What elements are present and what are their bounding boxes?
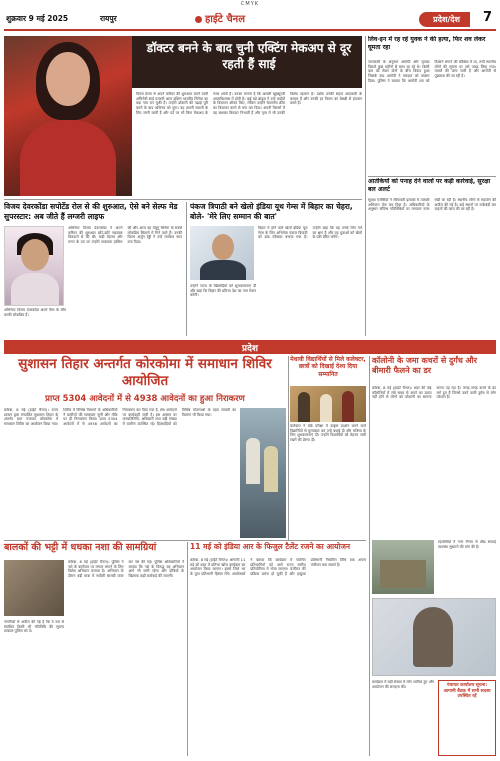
- photo-garbage: [380, 560, 426, 588]
- edition-city: रायपुर: [100, 14, 117, 23]
- vijay-caption: अभिनेता विजय देवरकोंडा अपने फैंस के बीच काफी लोकप्रिय हैं।: [4, 308, 66, 317]
- children-body: कोरबा, 8 मई (हाईटे चैनल)। पुलिस ने नशे के कारोबार पर लगाम लगाने के लिए विशेष अभियान चलाया है। अभियान के दौरान बड़ी मात्रा में नशीली सामग्री जब्त कर नष्ट की गई। पुलिस अधिकारियों ने बताया कि नशे के विरुद्ध यह अभियान आगे भी जारी रहेगा और दोषियों के खिलाफ कड़ी कार्रवाई की जाएगी।: [68, 560, 184, 579]
- photo-box: [372, 598, 496, 676]
- cmyk-mark: CMYK: [240, 1, 260, 7]
- logo-dot-icon: [195, 16, 202, 23]
- issue-date: शुक्रवार 9 मई 2025: [6, 14, 69, 23]
- photo-person: [413, 607, 453, 667]
- column-divider: [369, 356, 370, 756]
- right-top-2-body: सुरक्षा एजेंसियों ने सीमावर्ती इलाकों में तलाशी अभियान तेज कर दिया है। अधिकारियों के अनुसार संदिग्ध गतिविधियों पर लगातार नजर रखी जा रही है। स्थानीय लोगों से सहयोग की अपील की गई है। कई स्थानों पर नाकेबंदी कर वाहनों की जांच की जा रही है।: [368, 198, 496, 212]
- photo-person: [342, 391, 354, 422]
- photo-body: [11, 273, 59, 306]
- vijay-headline: विजय देवरकोंडा सपोर्टेड रोल से की शुरुआत, ऐसे बने सेल्फ मेड सुपरस्टार: अब जीते हैं लग्जरी लाइफ: [4, 202, 178, 221]
- story-divider: [368, 176, 496, 177]
- photo-body: [20, 120, 116, 196]
- section-label: प्रदेश/देश: [419, 12, 470, 27]
- vijay-photo: [4, 226, 64, 306]
- section-bar: [4, 340, 496, 354]
- column-divider: [187, 542, 188, 756]
- bottom-main-subheadline: प्राप्त 5304 आवेदनों में से 4938 आवेदनों का हुआ निराकरण: [45, 394, 245, 404]
- photo-person: [246, 438, 260, 484]
- notice-box: [438, 680, 496, 756]
- right-top-2-headline: आतंकियों को पनाह देने वालों पर कड़ी कार्रवाई, सुरक्षा बल अलर्ट: [368, 178, 491, 193]
- column-divider: [288, 356, 289, 540]
- notice-text: पंचायत कार्यालय सूचना: आगामी बैठक में सभी सदस्य उपस्थित रहें: [443, 683, 491, 700]
- lead-photo: [4, 36, 132, 196]
- bottom-main-headline: सुशासन तिहार अन्तर्गत कोरकोमा में समाधान शिविर आयोजित: [18, 356, 272, 389]
- middle-photo: [290, 386, 366, 422]
- story-divider: [4, 199, 362, 200]
- photo-body: [200, 260, 246, 280]
- logo-text: हाईटे चैनल: [205, 14, 246, 25]
- pankaj-body-continued: उन्होंने राज्य के खिलाड़ियों को शुभकामनाएं दीं और कहा कि बिहार की प्रतिभा देश का नाम रोशन करेगी।: [190, 284, 256, 298]
- photo-person: [320, 394, 332, 422]
- section-bar-label: प्रदेश: [241, 344, 259, 354]
- photo-person: [298, 392, 310, 422]
- pankaj-headline: पंकज त्रिपाठी बने खेलो इंडिया यूथ गेम्स में बिहार का चेहरा, बोले- 'मेरे लिए सम्मान की बात': [190, 202, 353, 221]
- colony-body-continued: रहवासियों ने नगर निगम से शीघ्र सफाई व्यवस्था सुधारने की मांग की है।: [438, 540, 496, 549]
- photo-face: [212, 234, 234, 260]
- right-top-1-body: जानकारी के अनुसार आरोपी और मृतका पिछले कुछ महीनों से साथ रह रहे थे। किसी बात को लेकर दोनों के बीच विवाद हुआ जिसके बाद आरोपी ने वारदात को अंजाम दिया। पुलिस ने बताया कि आरोपी शव को ठिकाने लगाने की कोशिश में था, तभी स्थानीय लोगों की सूचना पर उसे पकड़ लिया गया। मामले की जांच जारी है और आरोपी से पूछताछ की जा रही है।: [368, 60, 496, 83]
- colony-photo: [372, 540, 434, 594]
- newspaper-logo: [192, 11, 245, 25]
- event-body: कोरबा, 8 मई (हाईटे चैनल)। आगामी 11 मई को शहर में प्रतिभा खोज कार्यक्रम का आयोजन किया जाएगा। इसमें जिले भर के युवा प्रतिभागी हिस्सा लेंगे। आयोजकों ने बताया कि कार्यक्रम में चयनित प्रतिभागियों को आगे राज्य स्तरीय प्रतियोगिता में भेजा जाएगा। पंजीयन की प्रक्रिया प्रारंभ हो चुकी है और इच्छुक प्रतिभागी निर्धारित तिथि तक अपना पंजीयन करा सकते हैं।: [190, 558, 366, 577]
- pankaj-photo: [190, 226, 254, 280]
- page-header: [4, 9, 496, 31]
- photo-face: [46, 52, 90, 106]
- photo-person: [264, 446, 278, 492]
- event-headline: 11 मई को इंडिया आर के फिजुल टैलेंट रजने का आयोजन: [190, 542, 351, 551]
- children-headline: बालकों की भट्टी में धधका नशा की सामग्रियां: [4, 542, 157, 553]
- colony-headline: कॉलोनी के जमा कचरों से दुर्गंध और बीमारी फैलने का डर: [372, 356, 477, 375]
- vijay-body: अभिनेता विजय देवरकोंडा ने अपने करियर की शुरुआत छोटे-छोटे सहायक किरदारों से की थी। कड़ी मेहनत और लगन के दम पर उन्होंने सफलता हासिल की और आज वह तेलुगु सिनेमा के सबसे लोकप्रिय सितारों में गिने जाते हैं। उनकी फिल्म अर्जुन रेड्डी ने उन्हें रातोंरात स्टार बना दिया।: [68, 226, 182, 245]
- story-divider: [4, 540, 366, 541]
- pankaj-body: बिहार में होने वाले खेलो इंडिया यूथ गेम्स के लिए अभिनेता पंकज त्रिपाठी को ब्रांड एंबेसडर बनाया गया है। उन्होंने कहा कि यह उनके लिए गर्व का क्षण है और वह युवाओं को खेलों के प्रति प्रेरित करेंगे।: [258, 226, 362, 240]
- colony-body: कोरबा, 8 मई (हाईटे चैनल)। शहर की कई कॉलोनियों में लंबे समय से कचरे का उठाव नहीं होने से लोगों को परेशानी का सामना करना पड़ रहा है। जगह-जगह कचरे के ढेर लगे हुए हैं जिनसे उठने वाली दुर्गंध से लोग परेशान हैं।: [372, 386, 496, 400]
- lead-headline: डॉक्टर बनने के बाद चुनी एक्टिंग मेकअप से दूर रहती हैं साई: [146, 41, 352, 71]
- middle-body: कलेक्टर ने बोर्ड परीक्षा में उत्कृष्ट प्रदर्शन करने वाले विद्यार्थियों से मुलाकात कर उन्हें बधाई दी और भविष्य के लिए शुभकामनाएं दीं। उन्होंने विद्यार्थियों को मेहनत जारी रखने की प्रेरणा दी।: [290, 424, 366, 443]
- column-divider: [365, 36, 366, 336]
- photo-box-body: कार्यक्रम में बड़ी संख्या में लोग शामिल हुए और आयोजन की सराहना की।: [372, 680, 434, 689]
- children-photo: [4, 560, 64, 616]
- lead-body: फिल्म प्रेमम से अपने करियर की शुरुआत करने वाली अभिनेत्री साई पल्लवी आज दक्षिण भारतीय सिनेमा का बड़ा नाम बन चुकी हैं। उन्होंने डॉक्टरी की पढ़ाई पूरी करने के बाद अभिनय को चुना। वह अपनी सादगी के लिए जानी जाती हैं और पर्दे पर भी बिना मेकअप के नजर आती हैं। उनका मानना है कि असली खूबसूरती आत्मविश्वास में होती है। कई बड़े ब्रांड्स ने उन्हें करोड़ों के विज्ञापन ऑफर किए, लेकिन उन्होंने फेयरनेस क्रीम का विज्ञापन करने से मना कर दिया। अपनी फिल्मों में वह सशक्त किरदार निभाती हैं और नृत्य में भी उनकी विशेष पहचान है। दर्शक उनकी सहज अदाकारी के कायल हैं और उनकी हर फिल्म का बेसब्री से इंतजार करते हैं।: [136, 92, 362, 115]
- column-divider: [186, 202, 187, 336]
- page-number: 7: [482, 10, 492, 25]
- middle-headline: मेधावी विद्यार्थियों से मिले कलेक्टर, छात्रों को दिखाई देश्य दिया सम्मानित: [290, 356, 366, 378]
- bottom-main-body: कोरबा, 8 मई (हाईटे चैनल)। राज्य शासन द्वारा संचालित सुशासन तिहार के अंतर्गत ग्राम पंचायत कोरकोमा में समाधान शिविर का आयोजन किया गया। शिविर में विभिन्न विभागों के अधिकारियों ने ग्रामीणों की समस्याएं सुनीं और मौके पर ही निराकरण किया। प्राप्त 5304 आवेदनों में से 4938 आवेदनों का निराकरण कर दिया गया है, शेष आवेदनों पर कार्यवाही जारी है। इस अवसर पर जनप्रतिनिधि, अधिकारी तथा बड़ी संख्या में ग्रामीण उपस्थित रहे। हितग्राहियों को विभिन्न योजनाओं के तहत सामग्री का वितरण भी किया गया।: [4, 408, 236, 427]
- children-body-continued: नागरिकों से अपील की गई है कि वे नशे से संबंधित किसी भी गतिविधि की सूचना तत्काल पुलिस को दें।: [4, 620, 64, 634]
- photo-face: [21, 239, 49, 271]
- right-top-1-headline: लिव-इन में रह रहे युवक ने की हत्या, फिर शव लेकर घूमता रहा: [368, 36, 486, 51]
- bottom-main-photo: [240, 408, 286, 538]
